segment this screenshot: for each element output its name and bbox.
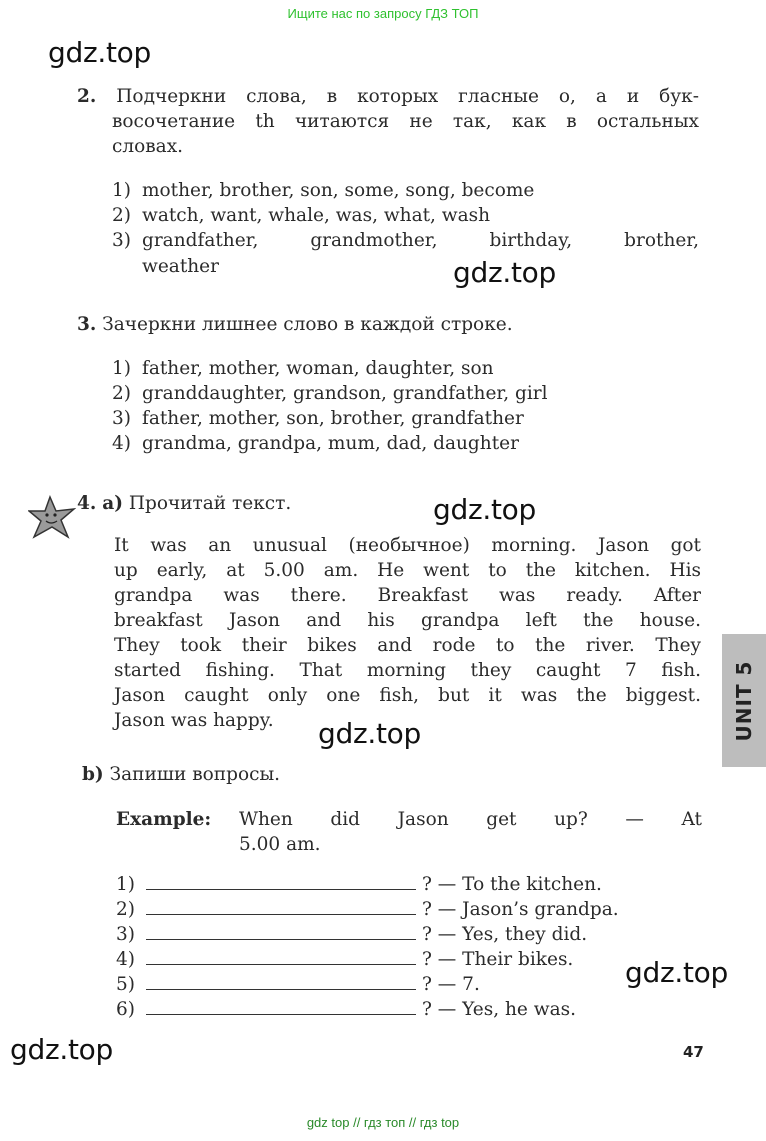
watermark: gdz.top: [453, 256, 556, 289]
questions-list: [116, 872, 619, 1022]
question-row: [116, 897, 619, 922]
item-number: 1): [112, 358, 131, 379]
text-line: It was an unusual (необычное) morning. Jason got: [114, 535, 701, 556]
text-line: started fishing. That morning they caught 7 fish.: [114, 660, 701, 681]
part-b-instruction: Запиши вопросы.: [109, 764, 281, 785]
item-number: 4): [116, 949, 135, 970]
example-label: Example:: [116, 809, 212, 830]
ex2-instruction-line: Подчеркни слова, в которых гласные о, а и бук-: [116, 86, 699, 107]
given-answer: ? — Their bikes.: [422, 949, 574, 970]
watermark: gdz.top: [433, 493, 536, 526]
part-a-instruction: Прочитай текст.: [128, 493, 292, 514]
text-line: grandpa was there. Breakfast was ready. After: [114, 585, 701, 606]
text-line: They took their bikes and rode to the river. They: [114, 635, 701, 656]
given-answer: ? — Jason’s grandpa.: [422, 899, 619, 920]
ex2-item: [112, 178, 534, 203]
item-number: 1): [116, 874, 135, 895]
unit-tab: [722, 634, 766, 767]
ex2-instruction-line: восочетание th читаются не так, как в остальных: [112, 111, 699, 132]
bottom-banner: gdz top // гдз топ // гдз top: [306, 1115, 460, 1130]
part-a-label: a): [102, 493, 123, 514]
question-row: [116, 947, 619, 972]
item-number: 1): [112, 180, 131, 201]
ex2-instruction-line: словах.: [112, 136, 184, 157]
watermark: gdz.top: [10, 1033, 113, 1066]
part-b-label: b): [82, 764, 104, 785]
ex3-item: [112, 431, 519, 456]
text-line: Jason caught only one fish, but it was the biggest.: [114, 685, 701, 706]
given-answer: ? — Yes, he was.: [422, 999, 576, 1020]
answer-line: [146, 950, 416, 965]
ex2-number: 2.: [77, 86, 97, 107]
item-number: 3): [112, 230, 131, 251]
item-number: 2): [116, 899, 135, 920]
question-row: [116, 972, 619, 997]
example-answer: 5.00 am.: [239, 834, 321, 855]
question-row: [116, 872, 619, 897]
item-text: mother, brother, son, some, song, become: [142, 180, 535, 201]
ex2-item: [112, 228, 699, 253]
watermark: gdz.top: [48, 36, 151, 69]
answer-line: [146, 875, 416, 890]
ex4-part-a: [77, 491, 291, 516]
item-text: grandfather, grandmother, birthday, brother,: [142, 230, 699, 251]
answer-line: [146, 900, 416, 915]
ex3-item: [112, 381, 548, 406]
ex2-item: [112, 203, 490, 228]
item-text: father, mother, son, brother, grandfather: [142, 408, 524, 429]
item-number: 2): [112, 205, 131, 226]
question-row: [116, 997, 619, 1022]
ex2-instruction: [77, 84, 699, 109]
star-icon: [28, 495, 76, 539]
answer-line: [146, 925, 416, 940]
ex3-item: [112, 406, 524, 431]
item-number: 3): [112, 408, 131, 429]
ex3-instruction: [77, 312, 513, 337]
item-number: 3): [116, 924, 135, 945]
item-text: granddaughter, grandson, grandfather, girl: [142, 383, 548, 404]
ex4-number: 4.: [77, 493, 97, 514]
unit-label: UNIT 5: [732, 660, 756, 741]
example-question: When did Jason get up? — At: [239, 809, 702, 830]
question-row: [116, 922, 619, 947]
watermark: gdz.top: [318, 717, 421, 750]
given-answer: ? — To the kitchen.: [422, 874, 602, 895]
text-line: breakfast Jason and his grandpa left the house.: [114, 610, 701, 631]
item-number: 2): [112, 383, 131, 404]
item-number: 5): [116, 974, 135, 995]
reading-text: [114, 533, 701, 733]
ex2-item: [142, 254, 219, 279]
text-line: Jason was happy.: [114, 710, 274, 731]
answer-line: [146, 975, 416, 990]
item-text: weather: [142, 256, 219, 277]
top-banner: Ищите нас по запросу ГДЗ ТОП: [287, 6, 479, 21]
ex4-part-b: [82, 762, 280, 787]
item-number: 4): [112, 433, 131, 454]
watermark: gdz.top: [625, 956, 728, 989]
page-number: 47: [683, 1043, 704, 1061]
ex3-number: 3.: [77, 314, 97, 335]
item-number: 6): [116, 999, 135, 1020]
given-answer: ? — 7.: [422, 974, 480, 995]
item-text: father, mother, woman, daughter, son: [142, 358, 494, 379]
given-answer: ? — Yes, they did.: [422, 924, 588, 945]
text-line: up early, at 5.00 am. He went to the kitchen. His: [114, 560, 701, 581]
item-text: watch, want, whale, was, what, wash: [142, 205, 491, 226]
ex3-instruction-text: Зачеркни лишнее слово в каждой строке.: [102, 314, 513, 335]
ex3-item: [112, 356, 494, 381]
answer-line: [146, 1000, 416, 1015]
item-text: grandma, grandpa, mum, dad, daughter: [142, 433, 519, 454]
